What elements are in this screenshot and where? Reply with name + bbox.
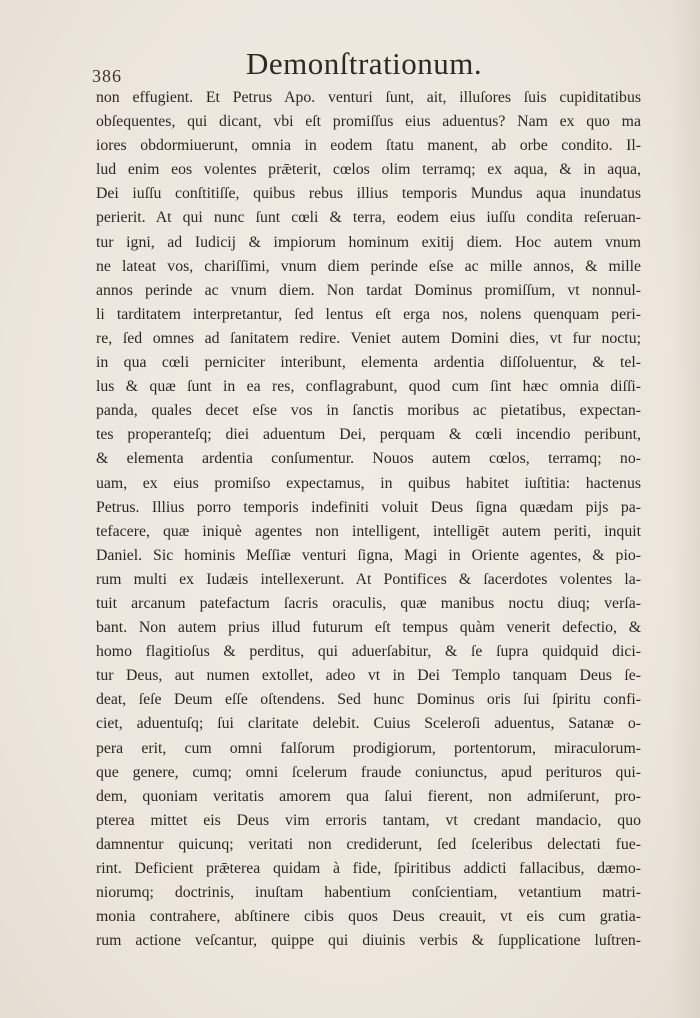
text-line: Daniel. Sic hominis Meſſiæ venturi ſigna, Magi in Oriente agentes, & pio- [96,546,641,564]
text-line: tur igni, ad Iudicij & impiorum hominum exitij diem. Hoc autem vnum [96,233,641,251]
text-line: & elementa ardentia conſumentur. Nouos autem cœlos, terramq; no- [96,450,641,468]
text-line: uam, ex eius promiſso expectamus, in quibus habitet iuſtitia: hactenus [96,474,641,492]
page-number: 386 [92,66,122,86]
text-line: dem, quoniam veritatis amorem qua ſalui fierent, non admiſerunt, pro- [96,787,641,805]
text-line: monia contrahere, abſtinere cibis quos Deus creauit, vt eis cum gratia- [96,908,641,926]
text-line: panda, quales decet eſse vos in ſanctis moribus ac pietatibus, expectan- [96,402,641,420]
text-line: pera erit, cum omni falſorum prodigiorum, portentorum, miraculorum- [96,739,641,757]
text-line: li tarditatem interpretantur, ſed lentus eſt erga nos, nolens quenquam peri- [96,305,641,323]
text-line: re, ſed omnes ad ſanitatem redire. Veniet autem Domini dies, vt fur noctu; [96,329,641,347]
body-text [96,86,641,953]
text-line: tefacere, quæ iniquè agentes non intelligent, intelligēt autem periti, inquit [96,522,641,540]
text-line: in qua cœli perniciter interibunt, elementa ardentia diſſoluentur, & tel- [96,354,641,372]
text-line: iores obdormiuerunt, omnia in eodem ſtatu manent, ab orbe condito. Il- [96,137,641,155]
text-line: tur Deus, aut numen extollet, adeo vt in Dei Templo tanquam Deus ſe- [96,667,641,685]
text-line: rum multi ex Iudæis intellexerunt. At Pontifices & ſacerdotes volentes la- [96,570,641,588]
text-line: que genere, cumq; omni ſcelerum fraude coniunctus, apud perituros qui- [96,763,641,781]
text-line: deat, ſeſe Deum eſſe oſtendens. Sed hunc Dominus oris ſui ſpiritu confi- [96,691,641,709]
text-line: ne lateat vos, chariſſimi, vnum diem perinde eſse ac mille annos, & mille [96,257,641,275]
text-line: damnentur quicunq; veritati non crediderunt, ſed ſceleribus delectati fue- [96,835,641,853]
text-line: obſequentes, qui dicant, vbi eſt promiſſus eius aduentus? Nam ex quo ma [96,113,641,131]
text-line: tes properanteſq; diei aduentum Dei, perquam & cœli incendio peribunt, [96,426,641,444]
text-line: ciet, aduentuſq; ſui claritate delebit. Cuius Sceleroſi aduentus, Satanæ o- [96,715,641,733]
text-line: bant. Non autem prius illud futurum eſt tempus quàm venerit defectio, & [96,619,641,637]
text-line: annos perinde ac vnum diem. Non tardat Dominus promiſſum, vt nonnul- [96,281,641,299]
page-edge-shadow [670,0,700,1018]
text-line: lus & quæ ſunt in ea res, conflagrabunt, quod cum ſint hæc omnia diſſi- [96,378,641,396]
text-line: homo flagitioſus & perditus, qui aduerſabitur, & ſe ſupra quidquid dici- [96,643,641,661]
text-line: tuit arcanum patefactum ſacris oraculis, quæ manibus noctu diuq; verſa- [96,594,641,612]
text-line: rum actione veſcantur, quippe qui diuinis verbis & ſupplicatione luſtren- [96,932,641,950]
running-head: Demonſtrationum. [246,46,483,81]
page-header [0,0,700,90]
text-line: niorumq; doctrinis, inuſtam habentium conſcientiam, vetantium matri- [96,884,641,902]
text-line: pterea mittet eis Deus vim erroris tantam, vt credant mandacio, quo [96,811,641,829]
text-line: rint. Deficient prǣterea quidam à fide, ſpiritibus addicti fallacibus, dæmo- [96,860,641,877]
text-line: Petrus. Illius porro temporis indefiniti voluit Deus ſigna quædam pijs pa- [96,498,641,516]
text-line: lud enim eos volentes prǣterit, cœlos olim terramq; ex aqua, & in aqua, [96,161,641,179]
text-line: perierit. At qui nunc ſunt cœli & terra, eodem eius iuſſu condita reſeruan- [96,209,641,227]
text-line: Dei iuſſu conſtitiſſe, quibus rebus illius temporis Mundus aqua inundatus [96,185,641,203]
text-line: non effugient. Et Petrus Apo. venturi ſunt, ait, illuſores ſuis cupiditatibus [96,89,641,106]
